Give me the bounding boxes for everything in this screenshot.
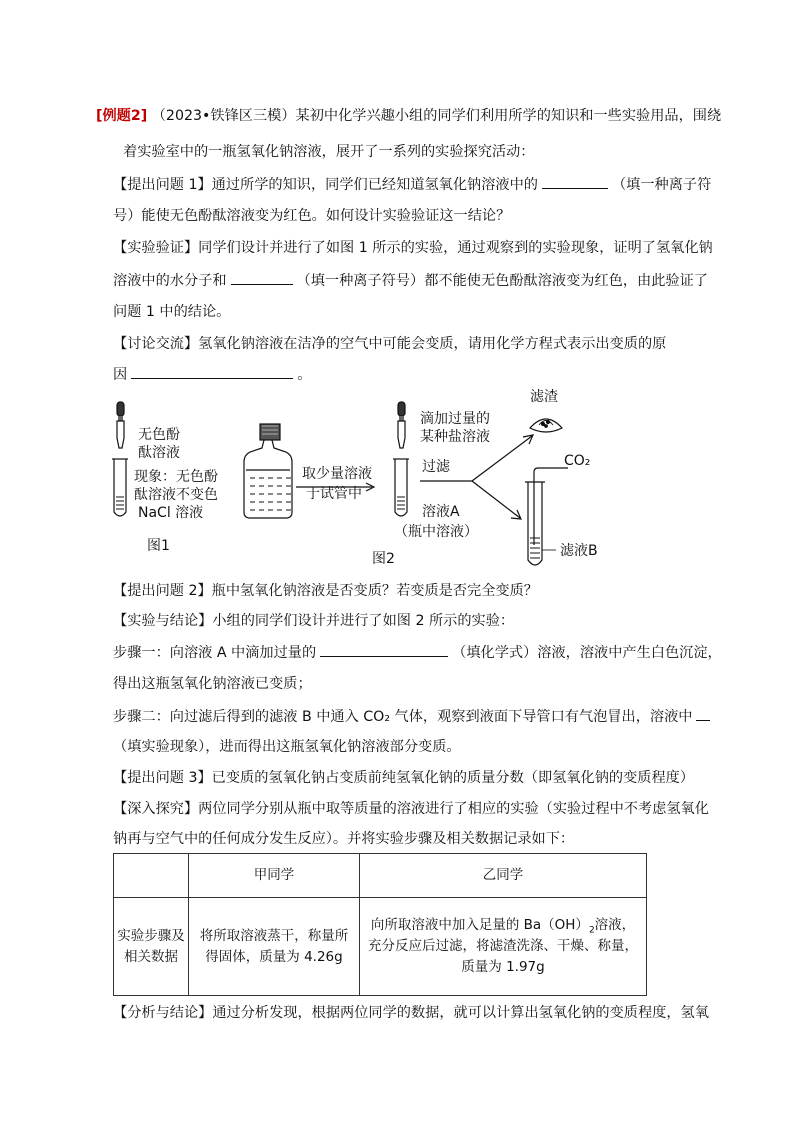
step1-line-2: 得出这瓶氢氧化钠溶液已变质； xyxy=(113,676,312,692)
row-label-line-2: 相关数据 xyxy=(124,948,178,965)
fig2-reagent-label-2: 某种盐溶液 xyxy=(420,429,490,445)
fig1-caption: 图1 xyxy=(147,538,170,554)
fig2-test-tube-icon xyxy=(393,459,409,516)
step2-line-2: （填实验现象），进而得出这瓶氢氧化钠溶液部分变质。 xyxy=(113,739,461,755)
q1-text-a: 【提出问题 1】通过所学的知识，同学们已经知道氢氧化钠溶液中的 xyxy=(113,177,538,193)
bottle-icon xyxy=(244,424,292,518)
discuss-text-b: 。 xyxy=(297,367,312,383)
step1-text-b: （填化学式）溶液，溶液中产生白色沉淀， xyxy=(452,645,722,661)
table-cell-a xyxy=(189,898,360,996)
cell-b-line-1 xyxy=(360,915,646,936)
step-2 xyxy=(113,706,714,727)
fig2-reagent-label-1: 滴加过量的 xyxy=(420,411,490,427)
table-header-a: 甲同学 xyxy=(189,854,360,898)
intro-line-2: 着实验室中的一瓶氢氧化钠溶液，展开了一系列的实验探究活动： xyxy=(123,144,535,160)
arrow-label-1: 取少量溶液 xyxy=(302,466,372,482)
verify-text-b: （填一种离子符号）都不能使无色酚酞溶液变为红色，由此验证了 xyxy=(296,273,708,289)
verify-line-1: 【实验验证】同学们设计并进行了如图 1 所示的实验，通过观察到的实验现象，证明了氢氧化钠 xyxy=(113,240,713,256)
step1-answer-blank[interactable] xyxy=(320,642,448,657)
row-label-line-1: 实验步骤及 xyxy=(117,927,185,944)
cell-b-line-2: 充分反应后过滤，将滤渣洗涤、干燥、称量， xyxy=(368,938,638,954)
filtrate-b-label: 滤液B xyxy=(560,543,598,559)
q1-line-2: 号）能使无色酚酞溶液变为红色。如何设计实验验证这一结论？ xyxy=(113,208,511,224)
discuss-line-1: 【讨论交流】氢氧化钠溶液在洁净的空气中可能会变质，请用化学方程式表示出变质的原 xyxy=(113,336,667,352)
step-1 xyxy=(113,642,722,663)
fig1-solution-label: NaCl 溶液 xyxy=(138,505,204,521)
verify-line-3: 问题 1 中的结论。 xyxy=(113,304,231,320)
fig1-phenomenon-1: 现象：无色酚 xyxy=(134,469,218,485)
cell-a-line-1: 将所取溶液蒸干，称量所 xyxy=(199,927,349,944)
fig2-caption: 图2 xyxy=(372,551,395,567)
cell-b-line-3: 质量为 1.97g xyxy=(461,959,545,975)
verify-text-a: 溶液中的水分子和 xyxy=(113,273,227,289)
example-tag: [例题2] xyxy=(96,108,148,124)
residue-label: 滤渣 xyxy=(530,389,558,405)
question-2: 【提出问题 2】瓶中氢氧化钠溶液是否变质？若变质是否完全变质？ xyxy=(113,583,538,599)
table-row-label xyxy=(114,898,189,996)
deep-line-2: 钠再与空气中的任何成分发生反应）。并将实验步骤及相关数据记录如下： xyxy=(113,831,575,847)
question-3: 【提出问题 3】已变质的氢氧化钠占变质前纯氢氧化钠的质量分数（即氢氧化钠的变质程度） xyxy=(113,770,695,786)
filter-residue-icon xyxy=(530,419,562,432)
fig1-phenomenon-2: 酞溶液不变色 xyxy=(134,487,218,503)
cell-b-text-b: 溶液， xyxy=(594,917,636,933)
table-corner-cell xyxy=(114,854,189,898)
fig1-reagent-label-2: 酞溶液 xyxy=(138,445,180,461)
filter-label: 过滤 xyxy=(422,459,450,475)
solution-a-label: 溶液A xyxy=(422,504,460,520)
cell-b-text-a: 向所取溶液中加入足量的 Ba（OH） xyxy=(370,917,589,933)
cell-b-subscript: 2 xyxy=(588,925,595,936)
step1-text-a: 步骤一：向溶液 A 中滴加过量的 xyxy=(113,645,317,661)
table-cell-b xyxy=(360,898,647,996)
fig2-dropper-icon xyxy=(398,402,405,448)
fig1-test-tube-icon xyxy=(112,459,128,516)
step2-text-a: 步骤二：向过滤后得到的滤液 B 中通入 CO₂ 气体，观察到液面下导管口有气泡冒出，溶液中 xyxy=(113,709,693,725)
cell-a-line-2: 得固体，质量为 4.26g xyxy=(205,948,343,965)
table-header-b: 乙同学 xyxy=(360,854,647,898)
q1-text-b: （填一种离子符 xyxy=(611,177,712,193)
step2-answer-blank[interactable] xyxy=(696,706,710,721)
solution-a-note: （瓶中溶液） xyxy=(394,524,478,540)
conclusion-line-1: 【实验与结论】小组的同学们设计并进行了如图 2 所示的实验： xyxy=(113,613,515,629)
intro-line-1: （2023•铁锋区三模）某初中化学兴趣小组的同学们利用所学的知识和一些实验用品，围绕 xyxy=(151,108,722,124)
gas-label: CO₂ xyxy=(564,453,591,469)
fig1-dropper-icon xyxy=(117,402,124,448)
fig1-reagent-label-1: 无色酚 xyxy=(138,427,180,443)
deep-line-1: 【深入探究】两位同学分别从瓶中取等质量的溶液进行了相应的实验（实验过程中不考虑氢氧化 xyxy=(113,801,709,817)
data-table xyxy=(113,853,647,996)
discuss-text-a: 因 xyxy=(113,367,128,383)
arrow-label-2: 于试管中 xyxy=(306,486,362,502)
analysis-line: 【分析与结论】通过分析发现，根据两位同学的数据，就可以计算出氢氧化钠的变质程度，氢氧 xyxy=(113,1005,709,1021)
